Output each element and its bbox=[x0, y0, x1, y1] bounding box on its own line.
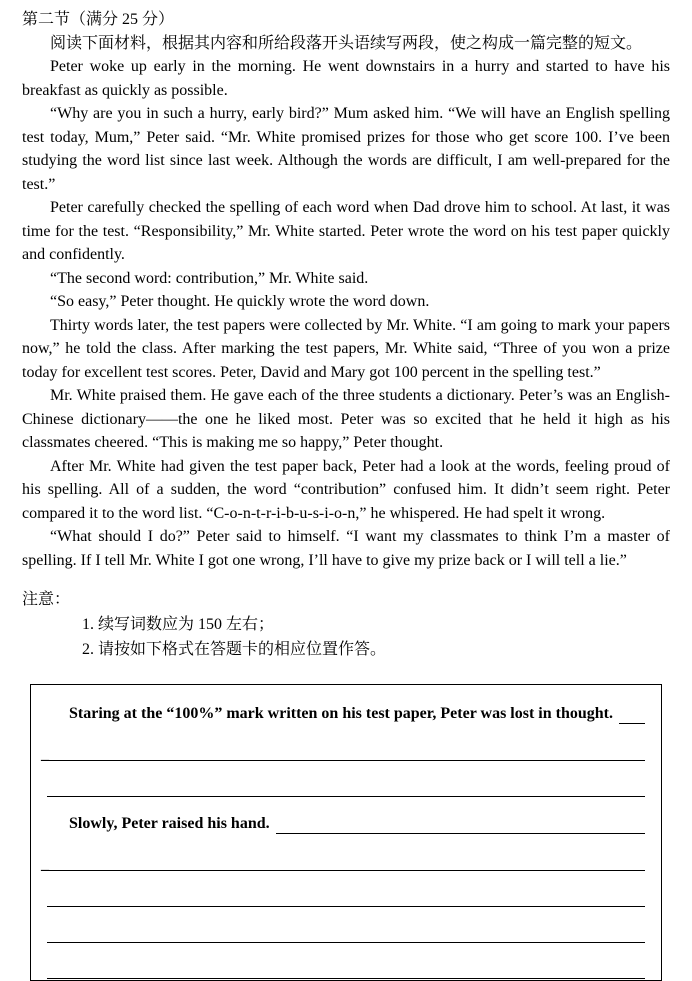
writing-line bbox=[47, 835, 645, 871]
passage-paragraph: Thirty words later, the test papers were collected by Mr. White. “I am going to mark your papers now,” he told the class. After marking the test papers, Mr. White said, “Three of you won a prize today for excellent test scores. Peter, David and Mary got 100 percent in the spelling test.” bbox=[22, 316, 670, 381]
writing-line bbox=[276, 833, 645, 834]
continuation-prompt-2: Slowly, Peter raised his hand. bbox=[69, 815, 270, 832]
writing-line bbox=[47, 943, 645, 979]
reading-passage bbox=[22, 55, 670, 572]
note-item-word-count: 1. 续写词数应为 150 左右； bbox=[82, 616, 275, 633]
passage-paragraph: After Mr. White had given the test paper back, Peter had a look at the words, feeling proud of his spelling. All of a sudden, the word “contribution” confused him. It didn’t seem right. Peter compared it to the word list. “C-o-n-t-r-i-b-u-s-i-o-n,” he whispered. He had spelt it wrong. bbox=[22, 457, 670, 522]
section-title: 第二节（满分 25 分） bbox=[22, 11, 175, 28]
passage-paragraph: “The second word: contribution,” Mr. White said. bbox=[50, 269, 369, 287]
writing-line bbox=[47, 907, 645, 943]
writing-line bbox=[47, 725, 645, 761]
passage-paragraph: Peter carefully checked the spelling of each word when Dad drove him to school. At last, it was time for the test. “Responsibility,” Mr. White started. Peter wrote the word on his test paper quickly and confidently. bbox=[22, 199, 670, 263]
continuation-prompt-2-row bbox=[45, 807, 647, 835]
continuation-prompt-1: Staring at the “100%” mark written on his test paper, Peter was lost in thought. bbox=[69, 705, 613, 722]
passage-paragraph: Peter woke up early in the morning. He went downstairs in a hurry and started to have his breakfast as quickly as possible. bbox=[22, 58, 670, 99]
notes-section bbox=[22, 588, 670, 662]
passage-paragraph: “What should I do?” Peter said to himself. “I want my classmates to think I’m a master of spelling. If I tell Mr. White I got one wrong, I’ll have to give my prize back or I will tell a lie.” bbox=[22, 528, 670, 569]
answer-sheet-box bbox=[30, 684, 662, 981]
passage-paragraph: Mr. White praised them. He gave each of the three students a dictionary. Peter’s was an English-Chinese dictionary——the one he liked most. Peter was so excited that he held it high as his classmates cheered. “This is making me so happy,” Peter thought. bbox=[22, 387, 670, 451]
notes-label: 注意： bbox=[22, 591, 71, 608]
task-instruction: 阅读下面材料，根据其内容和所给段落开头语续写两段，使之构成一篇完整的短文。 bbox=[50, 34, 643, 52]
writing-line bbox=[47, 761, 645, 797]
passage-paragraph: “Why are you in such a hurry, early bird?” Mum asked him. “We will have an English spelling test today, Mum,” Peter said. “Mr. White promised prizes for those who get score 100. I’ve been studying the word list since last week. Although the words are difficult, I am well-prepared for the test.” bbox=[22, 105, 670, 193]
writing-line bbox=[47, 871, 645, 907]
passage-paragraph: “So easy,” Peter thought. He quickly wrote the word down. bbox=[50, 293, 430, 310]
writing-line bbox=[619, 723, 645, 724]
note-item-format: 2. 请按如下格式在答题卡的相应位置作答。 bbox=[82, 641, 387, 658]
continuation-prompt-1-row bbox=[45, 699, 647, 725]
